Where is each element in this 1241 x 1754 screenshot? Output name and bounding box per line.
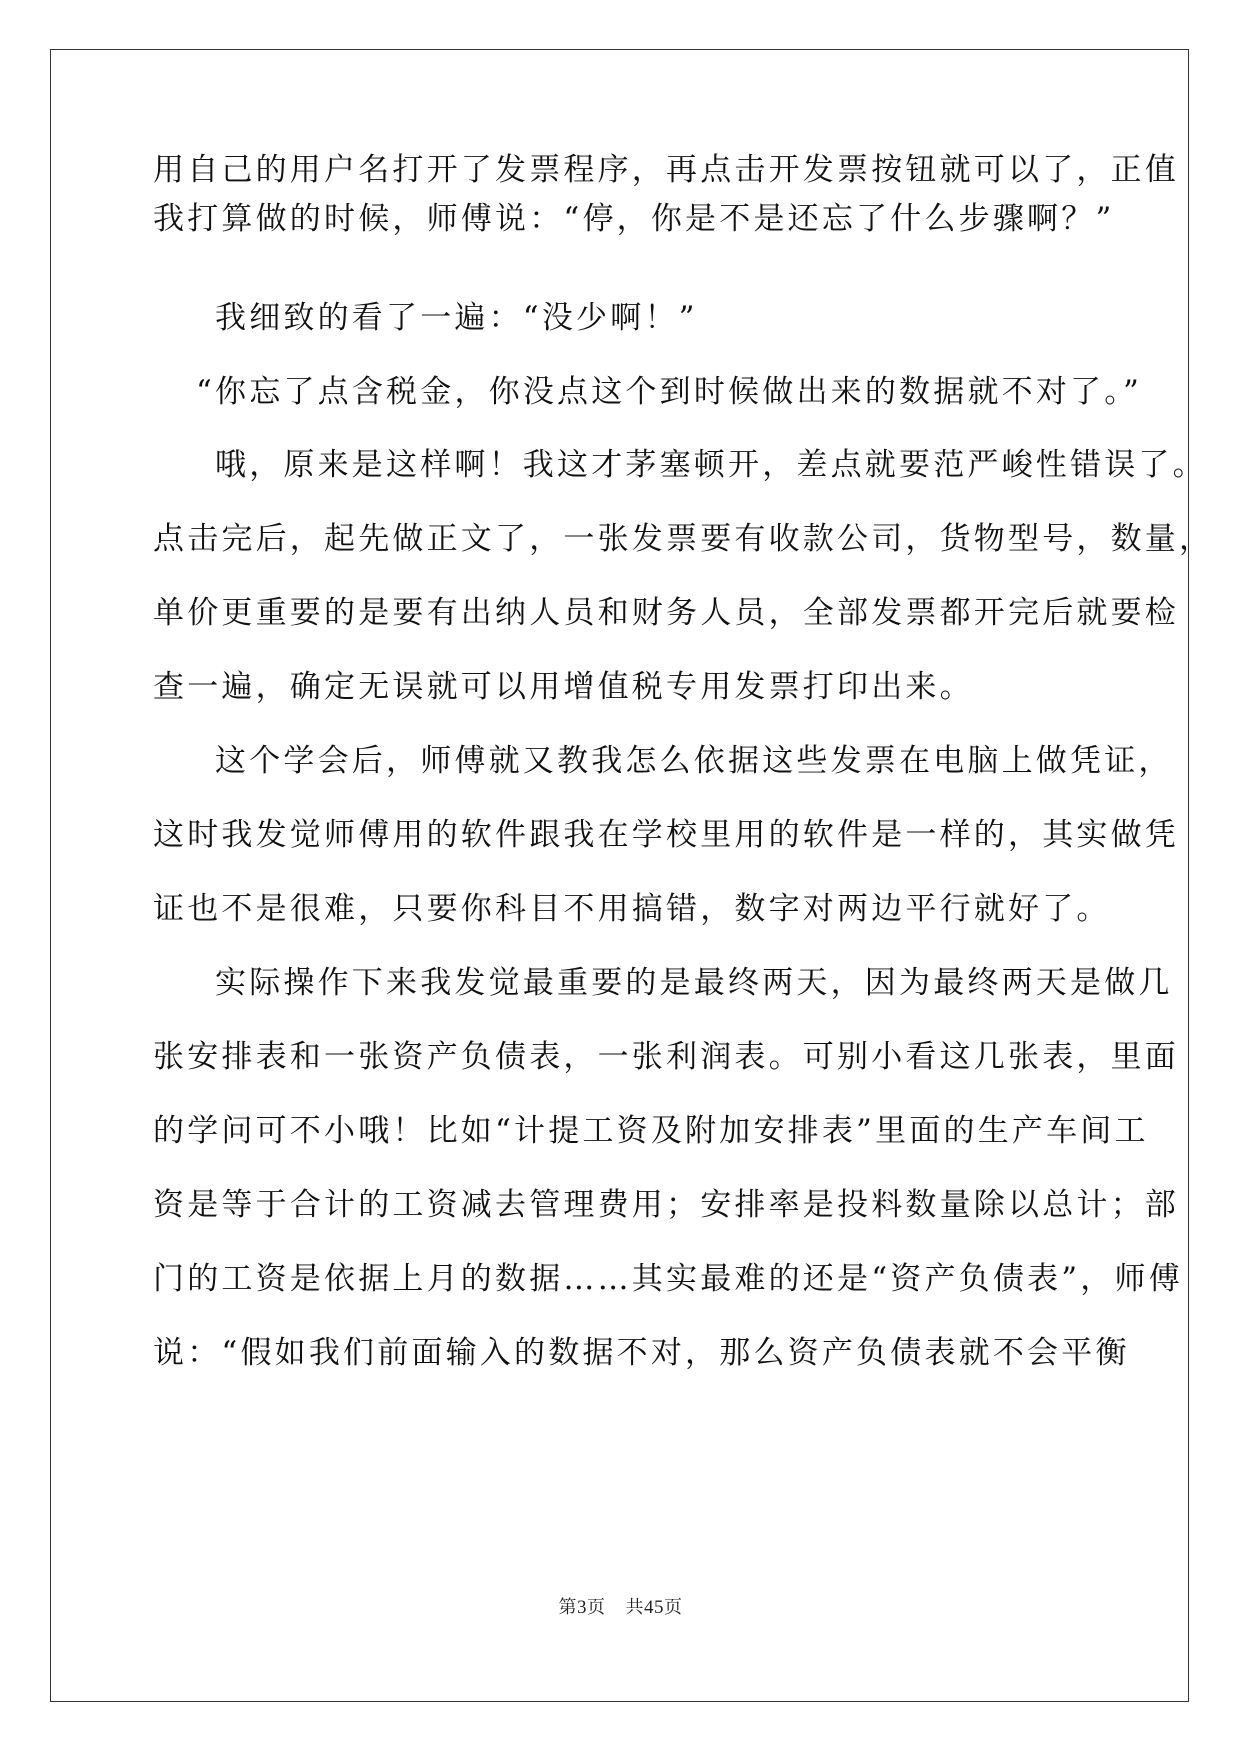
text-line: 我细致的看了一遍：“没少啊！”: [215, 300, 698, 336]
text-line: 这时我发觉师傅用的软件跟我在学校里用的软件是一样的，其实做凭: [153, 817, 1179, 853]
page-border: [50, 49, 1189, 1702]
text-line: 哦，原来是这样啊！我这才茅塞顿开，差点就要范严峻性错误了。: [215, 447, 1207, 483]
page-number-label: 第3页: [558, 1597, 606, 1618]
text-line: 张安排表和一张资产负债表，一张利润表。可别小看这几张表，里面: [153, 1039, 1179, 1075]
total-pages-number: 45: [644, 1597, 664, 1618]
text-line: 门的工资是依据上月的数据……其实最难的还是“资产负债表”，师傅: [153, 1261, 1183, 1297]
text-line: 资是等于合计的工资减去管理费用；安排率是投料数量除以总计；部: [153, 1187, 1179, 1223]
text-line: 说：“假如我们前面输入的数据不对，那么资产负债表就不会平衡: [153, 1335, 1130, 1371]
text-line: 证也不是很难，只要你科目不用搞错，数字对两边平行就好了。: [153, 891, 1111, 927]
current-page-number: 3: [577, 1597, 587, 1618]
text-line: 用自己的用户名打开了发票程序，再点击开发票按钮就可以了，正值: [153, 152, 1179, 188]
text-line: 实际操作下来我发觉最重要的是最终两天，因为最终两天是做几: [215, 965, 1173, 1001]
text-line: 这个学会后，师傅就又教我怎么依据这些发票在电脑上做凭证，: [215, 743, 1173, 779]
page-footer: [0, 1596, 1241, 1620]
total-pages-label: 共45页: [625, 1597, 683, 1618]
text-line: 点击完后，起先做正文了，一张发票要有收款公司，货物型号，数量，: [153, 521, 1214, 557]
text-line: “你忘了点含税金，你没点这个到时候做出来的数据就不对了。”: [196, 374, 1142, 410]
text-line: 我打算做的时候，师傅说：“停，你是不是还忘了什么步骤啊？”: [153, 201, 1115, 237]
text-line: 的学问可不小哦！比如“计提工资及附加安排表”里面的生产车间工: [153, 1113, 1149, 1149]
text-line: 查一遍，确定无误就可以用增值税专用发票打印出来。: [153, 669, 974, 705]
text-line: 单价更重要的是要有出纳人员和财务人员，全部发票都开完后就要检: [153, 595, 1179, 631]
